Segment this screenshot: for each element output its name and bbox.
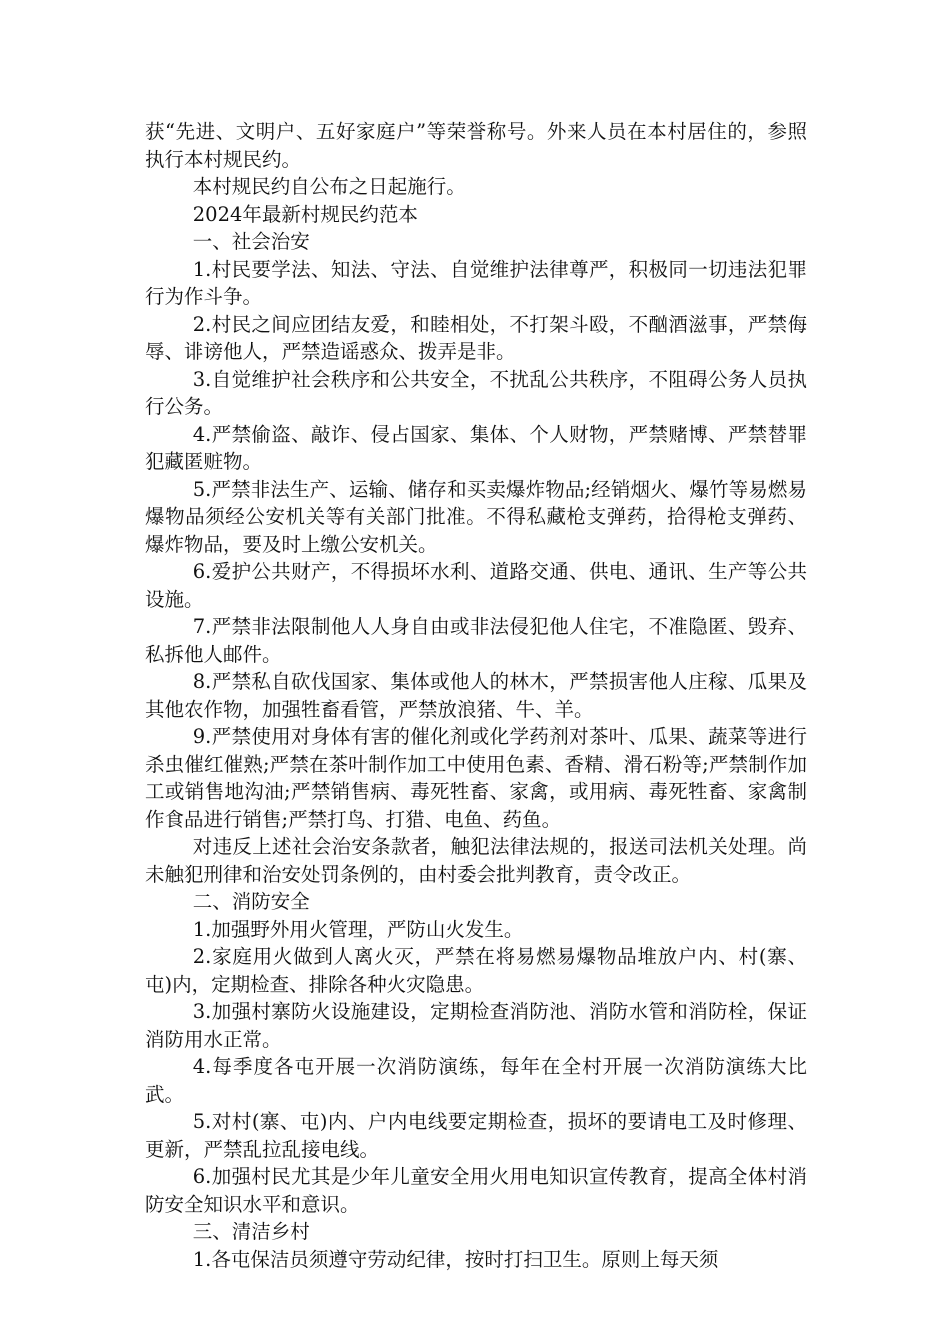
paragraph-continuation: 获“先进、文明户、五好家庭户”等荣誉称号。外来人员在本村居住的，参照执行本村规民约。 xyxy=(145,120,807,171)
document-title: 2024年最新村规民约范本 xyxy=(192,202,418,226)
clause-2-4: 4.每季度各屯开展一次消防演练，每年在全村开展一次消防演练大比武。 xyxy=(145,1055,807,1106)
clause-2-5: 5.对村(寨、屯)内、户内电线要定期检查，损坏的要请电工及时修理、更新，严禁乱拉乱接电线。 xyxy=(145,1110,807,1161)
clause-1-8: 8.严禁私自砍伐国家、集体或他人的林木，严禁损害他人庄稼、瓜果及其他农作物，加强牲畜看管，严禁放浪猪、牛、羊。 xyxy=(145,670,807,721)
clause-1-1: 1.村民要学法、知法、守法、自觉维护法律尊严，积极同一切违法犯罪行为作斗争。 xyxy=(145,257,807,308)
section-heading-public-security: 一、社会治安 xyxy=(192,230,310,253)
clause-2-3: 3.加强村寨防火设施建设，定期检查消防池、消防水管和消防栓，保证消防用水正常。 xyxy=(145,1000,807,1051)
clause-1-9: 9.严禁使用对身体有害的催化剂或化学药剂对茶叶、瓜果、蔬菜等进行杀虫催红催熟;严禁在茶叶制作加工中使用色素、香精、滑石粉等;严禁制作加工或销售地沟油;严禁销售病、毒死牲畜、家禽，或用病、毒死牲畜、家禽制作食品进行销售;严禁打鸟、打猎、电鱼、药鱼。 xyxy=(145,725,807,831)
clause-2-2: 2.家庭用火做到人离火灭，严禁在将易燃易爆物品堆放户内、村(寨、屯)内，定期检查、排除各种火灾隐患。 xyxy=(145,945,807,996)
clause-1-7: 7.严禁非法限制他人人身自由或非法侵犯他人住宅，不准隐匿、毁弃、私拆他人邮件。 xyxy=(145,615,807,666)
clause-2-1: 1.加强野外用火管理，严防山火发生。 xyxy=(192,917,524,941)
clause-1-5: 5.严禁非法生产、运输、储存和买卖爆炸物品;经销烟火、爆竹等易燃易爆物品须经公安机关等有关部门批准。不得私藏枪支弹药，拾得枪支弹药、爆炸物品，要及时上缴公安机关。 xyxy=(145,477,807,556)
clause-1-penalty: 对违反上述社会治安条款者，触犯法律法规的，报送司法机关处理。尚未触犯刑律和治安处罚条例的，由村委会批判教育，责令改正。 xyxy=(145,835,807,886)
paragraph-effective-date: 本村规民约自公布之日起施行。 xyxy=(192,175,466,198)
section-heading-clean-village: 三、清洁乡村 xyxy=(192,1220,310,1243)
clause-1-6: 6.爱护公共财产，不得损坏水利、道路交通、供电、通讯、生产等公共设施。 xyxy=(145,560,807,611)
section-heading-fire-safety: 二、消防安全 xyxy=(192,890,310,913)
clause-3-1: 1.各屯保洁员须遵守劳动纪律，按时打扫卫生。原则上每天须 xyxy=(192,1247,719,1271)
clause-2-6: 6.加强村民尤其是少年儿童安全用火用电知识宣传教育，提高全体村消防安全知识水平和意识。 xyxy=(145,1165,807,1216)
clause-1-4: 4.严禁偷盗、敲诈、侵占国家、集体、个人财物，严禁赌博、严禁替罪犯藏匿赃物。 xyxy=(145,422,807,473)
clause-1-2: 2.村民之间应团结友爱，和睦相处，不打架斗殴，不酗酒滋事，严禁侮辱、诽谤他人，严禁造谣惑众、拨弄是非。 xyxy=(145,312,807,363)
document-body xyxy=(145,118,807,1273)
clause-1-3: 3.自觉维护社会秩序和公共安全，不扰乱公共秩序，不阻碍公务人员执行公务。 xyxy=(145,367,807,418)
